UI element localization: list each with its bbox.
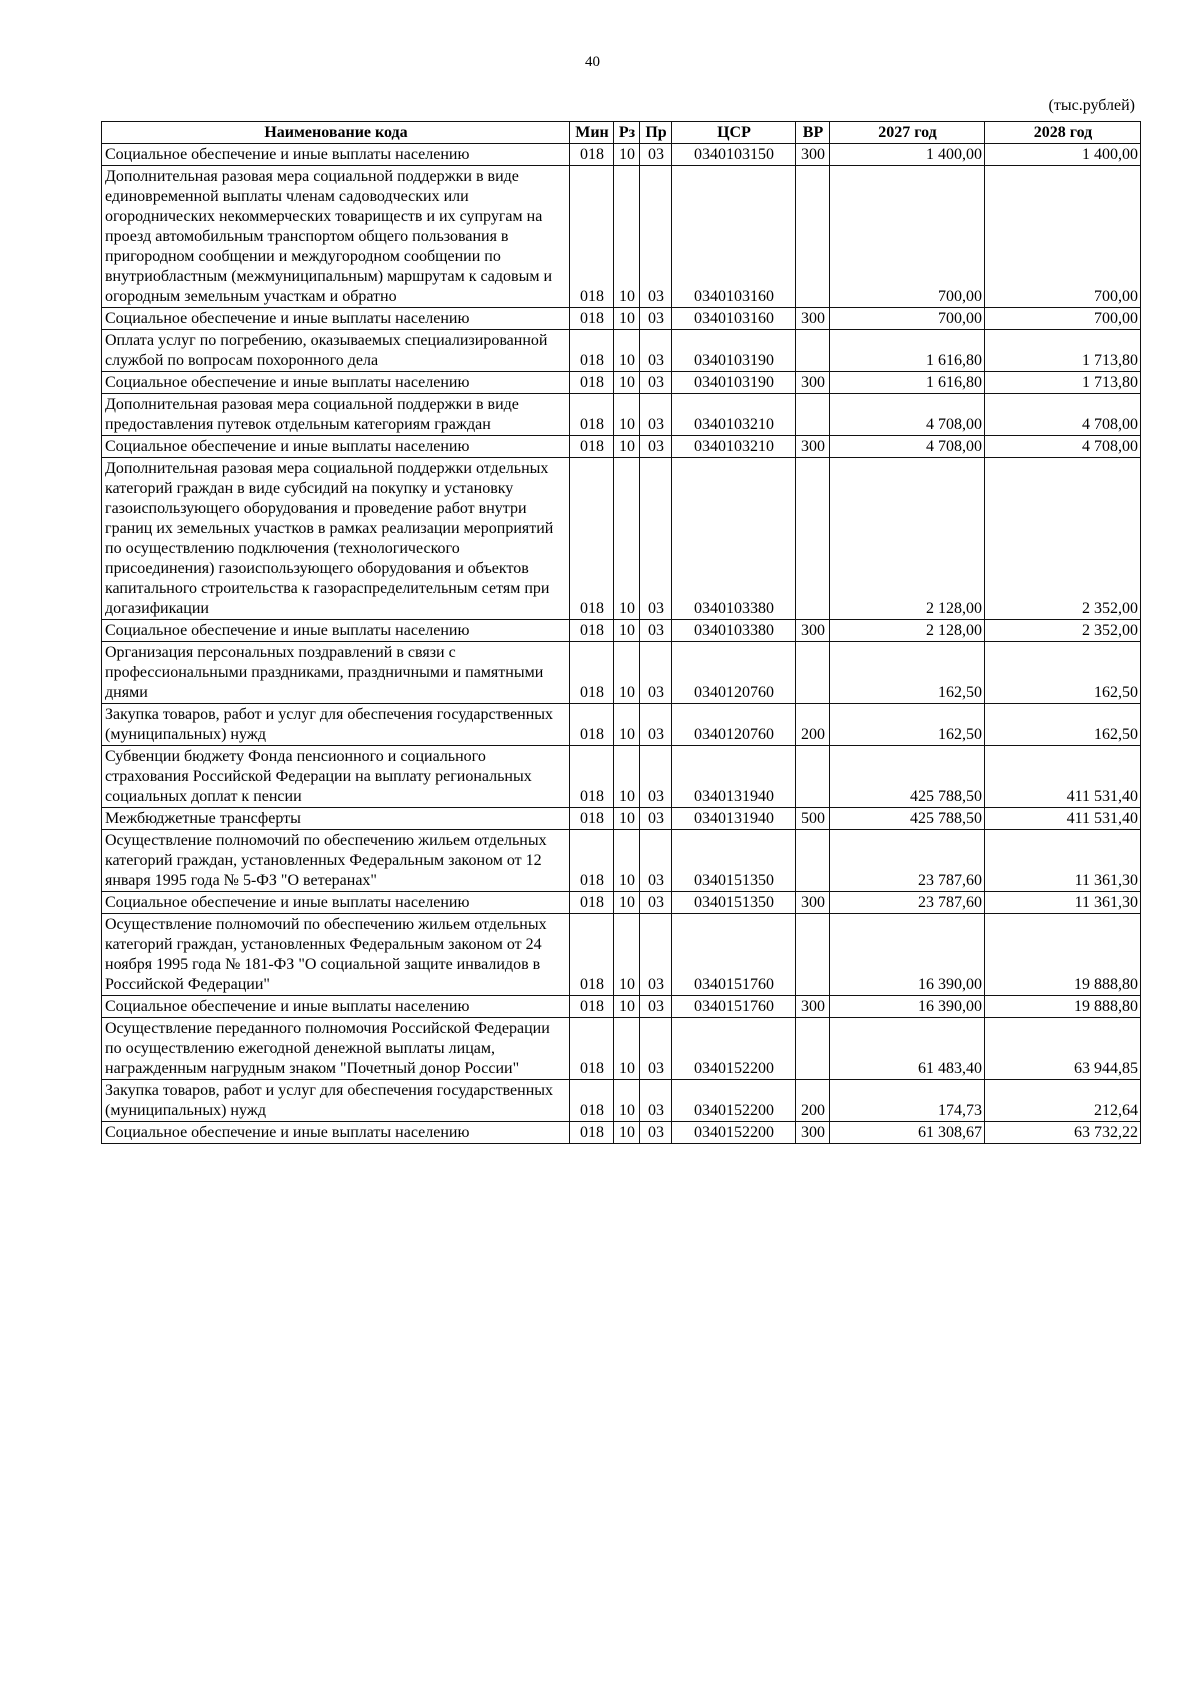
header-vr: ВР [796, 122, 830, 144]
cell-2028: 2 352,00 [985, 458, 1141, 620]
table-row [102, 642, 1141, 704]
table-row [102, 996, 1141, 1018]
cell-rz: 10 [614, 394, 640, 436]
cell-2027: 1 616,80 [830, 330, 985, 372]
cell-2027: 425 788,50 [830, 746, 985, 808]
cell-pr: 03 [640, 330, 672, 372]
cell-csr: 0340152200 [672, 1080, 796, 1122]
header-2027: 2027 год [830, 122, 985, 144]
cell-2028: 1 713,80 [985, 330, 1141, 372]
table-row [102, 166, 1141, 308]
cell-name: Социальное обеспечение и иные выплаты населению [102, 1122, 570, 1144]
cell-2027: 61 308,67 [830, 1122, 985, 1144]
cell-2027: 700,00 [830, 166, 985, 308]
cell-csr: 0340103190 [672, 330, 796, 372]
cell-pr: 03 [640, 808, 672, 830]
cell-2028: 162,50 [985, 642, 1141, 704]
cell-rz: 10 [614, 620, 640, 642]
header-pr: Пр [640, 122, 672, 144]
cell-2027: 425 788,50 [830, 808, 985, 830]
cell-name: Осуществление переданного полномочия Российской Федерации по осуществлению ежегодной денежной выплаты лицам, награжденным нагрудным знаком "Почетный донор России" [102, 1018, 570, 1080]
cell-rz: 10 [614, 1122, 640, 1144]
cell-csr: 0340131940 [672, 808, 796, 830]
cell-min: 018 [570, 892, 614, 914]
cell-name: Закупка товаров, работ и услуг для обеспечения государственных (муниципальных) нужд [102, 1080, 570, 1122]
cell-vr [796, 394, 830, 436]
cell-rz: 10 [614, 746, 640, 808]
cell-min: 018 [570, 458, 614, 620]
cell-rz: 10 [614, 144, 640, 166]
cell-min: 018 [570, 830, 614, 892]
cell-pr: 03 [640, 1122, 672, 1144]
cell-csr: 0340152200 [672, 1122, 796, 1144]
cell-name: Субвенции бюджету Фонда пенсионного и социального страхования Российской Федерации на выплату региональных социальных доплат к пенсии [102, 746, 570, 808]
cell-min: 018 [570, 330, 614, 372]
cell-name: Закупка товаров, работ и услуг для обеспечения государственных (муниципальных) нужд [102, 704, 570, 746]
cell-name: Оплата услуг по погребению, оказываемых специализированной службой по вопросам похоронного дела [102, 330, 570, 372]
cell-vr: 300 [796, 436, 830, 458]
cell-pr: 03 [640, 1018, 672, 1080]
cell-pr: 03 [640, 830, 672, 892]
cell-csr: 0340151760 [672, 914, 796, 996]
cell-csr: 0340103380 [672, 620, 796, 642]
cell-min: 018 [570, 144, 614, 166]
cell-csr: 0340151760 [672, 996, 796, 1018]
table-row [102, 1080, 1141, 1122]
cell-csr: 0340103160 [672, 308, 796, 330]
header-min: Мин [570, 122, 614, 144]
cell-vr: 300 [796, 308, 830, 330]
cell-rz: 10 [614, 372, 640, 394]
cell-name: Дополнительная разовая мера социальной поддержки в виде единовременной выплаты членам садоводческих или огороднических некоммерческих товариществ и их супругам на проезд автомобильным транспортом общего пользования в пригородном сообщении и междугородном сообщении по внутриобластным (межмуниципальным) маршрутам к садовым и огородным земельным участкам и обратно [102, 166, 570, 308]
cell-2028: 19 888,80 [985, 914, 1141, 996]
cell-min: 018 [570, 746, 614, 808]
cell-2027: 162,50 [830, 642, 985, 704]
cell-2027: 4 708,00 [830, 436, 985, 458]
cell-pr: 03 [640, 620, 672, 642]
cell-min: 018 [570, 1122, 614, 1144]
cell-2027: 23 787,60 [830, 830, 985, 892]
cell-min: 018 [570, 308, 614, 330]
header-2028: 2028 год [985, 122, 1141, 144]
units-label: (тыс.рублей) [1048, 97, 1135, 114]
cell-pr: 03 [640, 1080, 672, 1122]
cell-min: 018 [570, 620, 614, 642]
cell-vr [796, 458, 830, 620]
cell-vr [796, 914, 830, 996]
cell-pr: 03 [640, 308, 672, 330]
cell-min: 018 [570, 704, 614, 746]
cell-pr: 03 [640, 458, 672, 620]
cell-2028: 63 732,22 [985, 1122, 1141, 1144]
cell-min: 018 [570, 642, 614, 704]
cell-csr: 0340103190 [672, 372, 796, 394]
cell-vr [796, 746, 830, 808]
cell-2028: 19 888,80 [985, 996, 1141, 1018]
cell-2027: 162,50 [830, 704, 985, 746]
cell-rz: 10 [614, 914, 640, 996]
cell-csr: 0340151350 [672, 892, 796, 914]
cell-2028: 63 944,85 [985, 1018, 1141, 1080]
cell-2027: 23 787,60 [830, 892, 985, 914]
cell-vr: 300 [796, 620, 830, 642]
cell-2028: 700,00 [985, 166, 1141, 308]
header-name: Наименование кода [102, 122, 570, 144]
cell-rz: 10 [614, 436, 640, 458]
cell-name: Социальное обеспечение и иные выплаты населению [102, 620, 570, 642]
cell-2028: 411 531,40 [985, 746, 1141, 808]
cell-2028: 4 708,00 [985, 394, 1141, 436]
cell-pr: 03 [640, 892, 672, 914]
cell-vr: 500 [796, 808, 830, 830]
cell-csr: 0340103210 [672, 436, 796, 458]
cell-vr: 300 [796, 1122, 830, 1144]
cell-rz: 10 [614, 166, 640, 308]
table-row [102, 372, 1141, 394]
cell-name: Межбюджетные трансферты [102, 808, 570, 830]
cell-min: 018 [570, 808, 614, 830]
cell-2027: 1 400,00 [830, 144, 985, 166]
cell-rz: 10 [614, 1018, 640, 1080]
cell-2027: 700,00 [830, 308, 985, 330]
table-row [102, 458, 1141, 620]
cell-vr: 200 [796, 1080, 830, 1122]
cell-min: 018 [570, 1080, 614, 1122]
cell-pr: 03 [640, 372, 672, 394]
cell-name: Социальное обеспечение и иные выплаты населению [102, 144, 570, 166]
page-number: 40 [585, 54, 600, 70]
cell-min: 018 [570, 996, 614, 1018]
cell-rz: 10 [614, 892, 640, 914]
cell-pr: 03 [640, 704, 672, 746]
table-header-row [102, 122, 1141, 144]
cell-name: Социальное обеспечение и иные выплаты населению [102, 892, 570, 914]
cell-rz: 10 [614, 830, 640, 892]
cell-vr [796, 642, 830, 704]
cell-rz: 10 [614, 704, 640, 746]
cell-pr: 03 [640, 166, 672, 308]
table-row [102, 746, 1141, 808]
cell-name: Социальное обеспечение и иные выплаты населению [102, 308, 570, 330]
cell-pr: 03 [640, 642, 672, 704]
cell-2028: 162,50 [985, 704, 1141, 746]
table-row [102, 144, 1141, 166]
cell-min: 018 [570, 1018, 614, 1080]
cell-csr: 0340151350 [672, 830, 796, 892]
cell-2028: 4 708,00 [985, 436, 1141, 458]
cell-csr: 0340103160 [672, 166, 796, 308]
cell-2027: 61 483,40 [830, 1018, 985, 1080]
cell-pr: 03 [640, 996, 672, 1018]
table-row [102, 394, 1141, 436]
cell-rz: 10 [614, 1080, 640, 1122]
cell-name: Социальное обеспечение и иные выплаты населению [102, 436, 570, 458]
table-row [102, 1018, 1141, 1080]
cell-2027: 16 390,00 [830, 914, 985, 996]
cell-2028: 411 531,40 [985, 808, 1141, 830]
table-row [102, 330, 1141, 372]
cell-min: 018 [570, 372, 614, 394]
cell-2027: 4 708,00 [830, 394, 985, 436]
cell-name: Дополнительная разовая мера социальной поддержки в виде предоставления путевок отдельным категориям граждан [102, 394, 570, 436]
cell-csr: 0340120760 [672, 704, 796, 746]
table-row [102, 436, 1141, 458]
table-row [102, 830, 1141, 892]
cell-csr: 0340120760 [672, 642, 796, 704]
cell-min: 018 [570, 166, 614, 308]
cell-csr: 0340131940 [672, 746, 796, 808]
cell-name: Организация персональных поздравлений в связи с профессиональными праздниками, праздничными и памятными днями [102, 642, 570, 704]
cell-2027: 174,73 [830, 1080, 985, 1122]
cell-csr: 0340103210 [672, 394, 796, 436]
cell-2027: 2 128,00 [830, 458, 985, 620]
cell-vr: 200 [796, 704, 830, 746]
cell-csr: 0340152200 [672, 1018, 796, 1080]
cell-pr: 03 [640, 436, 672, 458]
cell-rz: 10 [614, 308, 640, 330]
cell-2028: 1 400,00 [985, 144, 1141, 166]
cell-rz: 10 [614, 458, 640, 620]
table-row [102, 620, 1141, 642]
cell-2028: 700,00 [985, 308, 1141, 330]
cell-2028: 2 352,00 [985, 620, 1141, 642]
cell-vr [796, 166, 830, 308]
cell-vr: 300 [796, 372, 830, 394]
cell-2027: 2 128,00 [830, 620, 985, 642]
cell-pr: 03 [640, 746, 672, 808]
cell-2028: 212,64 [985, 1080, 1141, 1122]
cell-csr: 0340103380 [672, 458, 796, 620]
cell-vr [796, 1018, 830, 1080]
cell-rz: 10 [614, 330, 640, 372]
table-row [102, 308, 1141, 330]
header-csr: ЦСР [672, 122, 796, 144]
cell-2028: 11 361,30 [985, 830, 1141, 892]
cell-name: Осуществление полномочий по обеспечению жильем отдельных категорий граждан, установленных Федеральным законом от 24 ноября 1995 года № 181-ФЗ "О социальной защите инвалидов в Российской Федерации" [102, 914, 570, 996]
cell-2028: 11 361,30 [985, 892, 1141, 914]
table-row [102, 892, 1141, 914]
cell-pr: 03 [640, 394, 672, 436]
table-row [102, 704, 1141, 746]
cell-vr: 300 [796, 996, 830, 1018]
table-row [102, 808, 1141, 830]
cell-name: Дополнительная разовая мера социальной поддержки отдельных категорий граждан в виде субсидий на покупку и установку газоиспользующего оборудования и проведение работ внутри границ их земельных участков в рамках реализации мероприятий по осуществлению подключения (технологического присоединения) газоиспользующего оборудования и объектов капитального строительства к газораспределительным сетям при догазификации [102, 458, 570, 620]
table-row [102, 1122, 1141, 1144]
header-rz: Рз [614, 122, 640, 144]
cell-name: Социальное обеспечение и иные выплаты населению [102, 372, 570, 394]
cell-pr: 03 [640, 914, 672, 996]
cell-min: 018 [570, 436, 614, 458]
cell-rz: 10 [614, 996, 640, 1018]
cell-vr: 300 [796, 892, 830, 914]
table-row [102, 914, 1141, 996]
cell-2027: 1 616,80 [830, 372, 985, 394]
cell-min: 018 [570, 914, 614, 996]
budget-table [101, 121, 1141, 1144]
cell-vr [796, 830, 830, 892]
cell-2028: 1 713,80 [985, 372, 1141, 394]
cell-name: Осуществление полномочий по обеспечению жильем отдельных категорий граждан, установленных Федеральным законом от 12 января 1995 года № 5-ФЗ "О ветеранах" [102, 830, 570, 892]
cell-2027: 16 390,00 [830, 996, 985, 1018]
cell-rz: 10 [614, 642, 640, 704]
cell-vr [796, 330, 830, 372]
cell-min: 018 [570, 394, 614, 436]
cell-vr: 300 [796, 144, 830, 166]
cell-name: Социальное обеспечение и иные выплаты населению [102, 996, 570, 1018]
cell-csr: 0340103150 [672, 144, 796, 166]
cell-rz: 10 [614, 808, 640, 830]
cell-pr: 03 [640, 144, 672, 166]
